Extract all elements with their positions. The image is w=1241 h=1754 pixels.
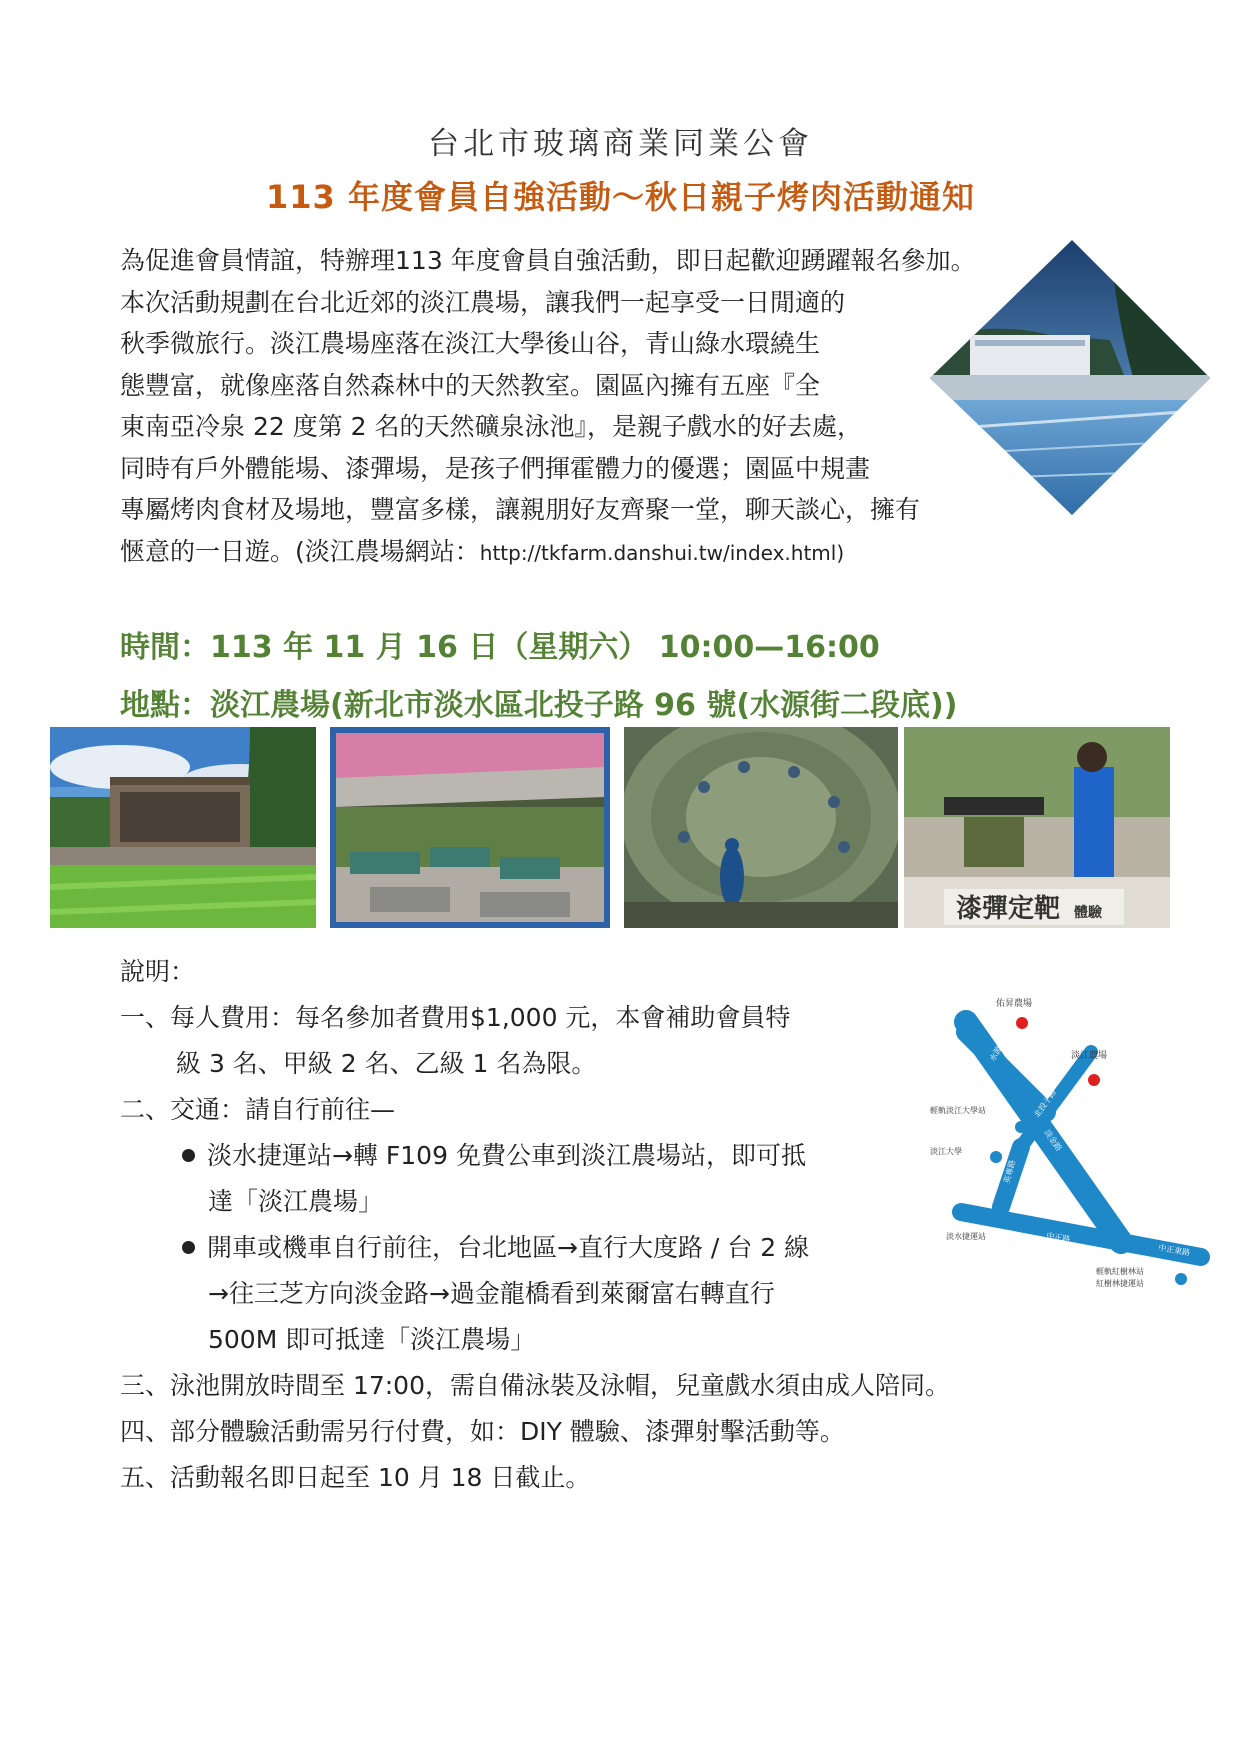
map-label-danjiang: 淡金路 bbox=[1042, 1127, 1064, 1153]
note-pool-hours: 三、泳池開放時間至 17:00，需自備泳裝及泳帽，兒童戲水須由成人陪同。 bbox=[120, 1371, 950, 1400]
map-label-lrt-station: 輕軌淡江大學站 bbox=[930, 1106, 986, 1115]
bullet-mrt-text: 淡水捷運站→轉 F109 免費公車到淡江農場站，即可抵 bbox=[207, 1141, 806, 1170]
map-label-danjiang-farm: 淡江農場 bbox=[1071, 1051, 1108, 1061]
intro-line: 專屬烤肉食材及場地，豐富多樣，讓親朋好友齊聚一堂，聊天談心，擁有 bbox=[120, 495, 921, 524]
map-label-shuiyuan: 水源街 bbox=[987, 1037, 1008, 1063]
bullet-drive-text: 開車或機車自行前往，台北地區→直行大度路 / 台 2 線 bbox=[207, 1233, 810, 1262]
farm-website-link[interactable]: http://tkfarm.danshui.tw/index.html bbox=[479, 540, 837, 565]
map-label-mrt-station: 淡水捷運站 bbox=[946, 1232, 986, 1241]
intro-line: 東南亞冷泉 22 度第 2 名的天然礦泉泳池』，是親子戲水的好去處， bbox=[120, 412, 863, 441]
note-extra-fees: 四、部分體驗活動需另行付費，如：DIY 體驗、漆彈射擊活動等。 bbox=[120, 1417, 845, 1446]
youfeng-marker bbox=[1016, 1017, 1028, 1029]
map-label-youfeng: 佑昇農場 bbox=[996, 999, 1033, 1009]
notes-heading: 說明： bbox=[120, 957, 196, 986]
lrt-station-marker bbox=[1015, 1121, 1027, 1133]
hongshulin-marker bbox=[1175, 1273, 1187, 1285]
intro-line: 為促進會員情誼，特辦理113 年度會員自強活動，即日起歡迎踴躍報名參加。 bbox=[120, 246, 976, 275]
bbq-area-photo bbox=[330, 727, 610, 928]
paintball-caption-small: 體驗 bbox=[1074, 905, 1102, 921]
event-time: 時間：113 年 11 月 16 日（星期六） 10:00—16:00 bbox=[120, 630, 880, 665]
organization-name: 台北市玻璃商業同業公會 bbox=[428, 126, 813, 162]
intro-last-text: 愜意的一日遊。(淡江農場網站： bbox=[120, 536, 480, 566]
peacock-photo bbox=[624, 727, 898, 928]
intro-line: 秋季微旅行。淡江農場座落在淡江大學後山谷，青山綠水環繞生 bbox=[120, 329, 821, 358]
bullet-dot bbox=[182, 1241, 195, 1254]
intro-line: 同時有戶外體能場、漆彈場，是孩子們揮霍體力的優選；園區中規畫 bbox=[120, 453, 871, 483]
bullet-drive-line-3: 500M 即可抵達「淡江農場」 bbox=[208, 1325, 536, 1354]
note-fee-line-1: 一、每人費用：每名參加者費用$1,000 元，本會補助會員特 bbox=[120, 1003, 791, 1032]
route-map bbox=[926, 992, 1214, 1294]
bullet-mrt-line-1 bbox=[182, 1139, 806, 1173]
mrt-station-marker bbox=[1001, 1212, 1011, 1222]
bullet-drive-line-1 bbox=[182, 1231, 809, 1265]
map-label-hongshulin-1: 輕軌紅樹林站 bbox=[1096, 1267, 1144, 1276]
university-marker bbox=[990, 1151, 1002, 1163]
map-label-yingzhuan: 英專路 bbox=[1002, 1159, 1018, 1185]
bullet-mrt-line-2: 達「淡江農場」 bbox=[208, 1187, 384, 1216]
paintball-photo bbox=[904, 727, 1170, 928]
intro-line bbox=[120, 531, 1060, 573]
map-label-hongshulin-2: 紅樹林捷運站 bbox=[1096, 1279, 1144, 1288]
map-label-university: 淡江大學 bbox=[930, 1147, 962, 1156]
bullet-dot bbox=[182, 1149, 195, 1162]
paintball-caption: 漆彈定靶 bbox=[956, 894, 1061, 924]
note-fee-line-2: 級 3 名、甲級 2 名、乙級 1 名為限。 bbox=[176, 1049, 597, 1078]
map-label-beitou: 北投子路 bbox=[1032, 1087, 1058, 1120]
notice-title: 113 年度會員自強活動～秋日親子烤肉活動通知 bbox=[266, 178, 975, 216]
intro-url-close: ) bbox=[836, 540, 845, 565]
intro-paragraph bbox=[120, 240, 1060, 572]
note-deadline: 五、活動報名即日起至 10 月 18 日截止。 bbox=[120, 1463, 591, 1492]
note-transport: 二、交通：請自行前往— bbox=[120, 1095, 396, 1124]
danjiang-farm-marker bbox=[1088, 1074, 1100, 1086]
intro-line: 態豐富，就像座落自然森林中的天然教室。園區內擁有五座『全 bbox=[120, 370, 821, 400]
event-place: 地點：淡江農場(新北市淡水區北投子路 96 號(水源街二段底)) bbox=[120, 688, 958, 723]
intro-line: 本次活動規劃在台北近郊的淡江農場，讓我們一起享受一日閒適的 bbox=[120, 287, 846, 317]
map-label-zhongzheng-east: 中正東路 bbox=[1157, 1243, 1191, 1258]
map-label-zhongzheng: 中正路 bbox=[1045, 1231, 1071, 1245]
bullet-drive-line-2: →往三芝方向淡金路→過金龍橋看到萊爾富右轉直行 bbox=[208, 1279, 775, 1308]
farm-lawn-photo bbox=[50, 727, 316, 928]
